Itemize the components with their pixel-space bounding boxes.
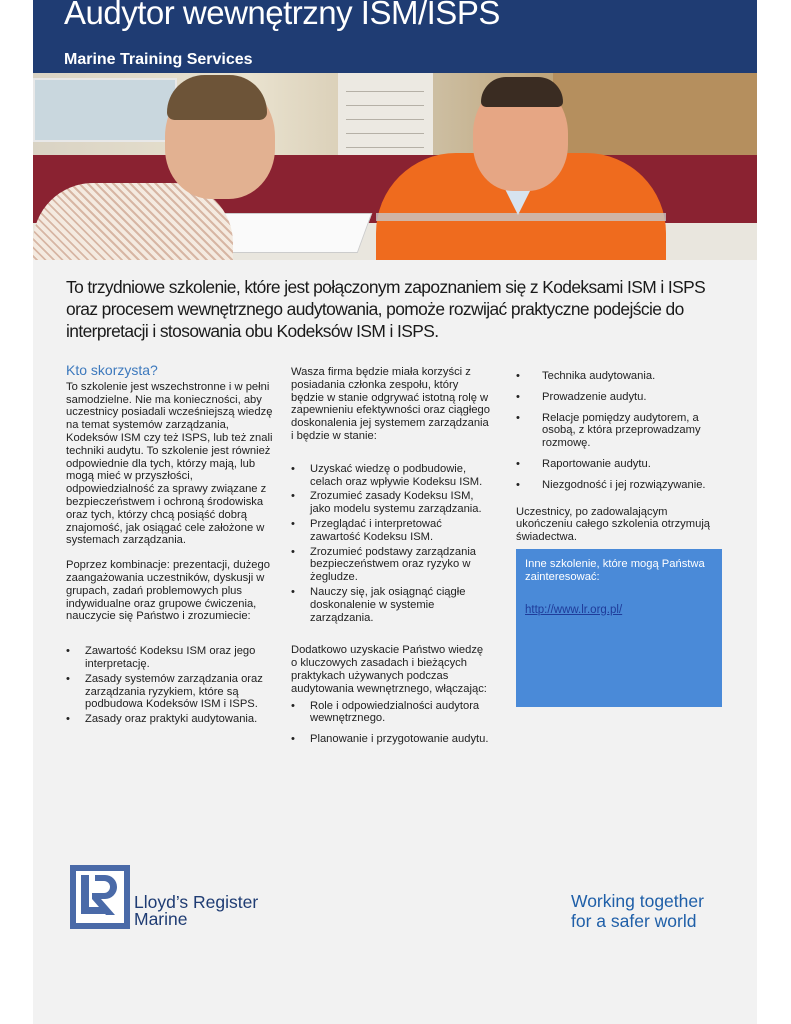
bullet-list [516,370,726,492]
page-title: Audytor wewnętrzny ISM/ISPS [64,0,500,31]
paragraph: Poprzez kombinacje: prezentacji, dużego zaangażowania uczestników, dyskusji w grupach, zadań problemowych plus indywidualne oraz grupowe ćwiczenia, nauczycie się Państwo i zrozumiecie: [66,559,270,623]
column-2 [291,366,491,758]
header-banner [33,0,757,73]
list-item: • Zawartość Kodeksu ISM oraz jego interpretację. [66,645,273,671]
list-item: • Planowanie i przygotowanie audytu. [291,733,491,746]
list-item: • Zrozumieć zasady Kodeksu ISM, jako modelu systemu zarządzania. [291,490,491,516]
list-item: • Raportowanie audytu. [516,458,726,471]
list-item: • Relacje pomiędzy audytorem, a osobą, z która przeprowadzamy rozmowę. [516,412,726,450]
section-heading: Kto skorzysta? [66,362,158,378]
paragraph: To szkolenie jest wszechstronne i w pełni samodzielne. Nie ma konieczności, aby uczestnicy posiadali wcześniejszą wiedzę na temat systemów zarządzania, Kodeksów ISM czy też ISPS, lub też znali techniki audytu. To szkolenie jest również odpowiednie dla tych, którzy mają, lub mogą mieć w przyszłości, odpowiedzialność za sprawy związane z bezpieczeństwem i ochroną środowiska oraz tych, którzy chcą posiąść dobrą znajomość, jak osiągać cele założone w systemach zarządzania. [66,380,273,547]
list-item: • Niezgodność i jej rozwiązywanie. [516,479,726,492]
column-3 [516,370,726,555]
list-item: • Nauczy się, jak osiągnąć ciągłe doskonalenie w systemie zarządzania. [291,586,491,624]
lead-paragraph: To trzydniowe szkolenie, które jest połączonym zapoznaniem się z Kodeksami ISM i ISPS oraz procesem wewnętrznego audytowania, pomoże rozwijać praktyczne podejście do interpretacji i stosowania obu Kodeksów ISM i ISPS. [66,277,706,341]
info-box [516,549,722,707]
list-item: • Role i odpowiedzialności audytora wewnętrznego. [291,700,491,726]
paragraph: Dodatkowo uzyskacie Państwo wiedzę o kluczowych zasadach i bieżących praktykach używanych podczas audytowania wewnętrznego, włączając: [291,644,487,695]
list-item: • Zasady systemów zarządzania oraz zarządzania ryzykiem, które są podbudowa Kodeksów ISM i ISPS. [66,673,273,711]
page-subtitle: Marine Training Services [64,51,253,68]
lloyds-register-logo-icon [70,865,130,929]
column-1 [66,364,273,738]
info-box-text: Inne szkolenie, które mogą Państwa zainteresować: [525,558,705,583]
photo-window [33,78,177,142]
tagline: Working together for a safer world [571,891,704,931]
list-item: • Uzyskać wiedzę o podbudowie, celach oraz wpływie Kodeksu ISM. [291,463,491,489]
bullet-list [66,645,273,726]
bullet-list [291,700,491,746]
website-link[interactable]: http://www.lr.org.pl/ [525,604,623,616]
list-item: • Technika audytowania. [516,370,726,383]
paragraph: Uczestnicy, po zadowalającym ukończeniu całego szkolenia otrzymują świadectwa. [516,505,711,544]
list-item: • Przeglądać i interpretować zawartość Kodeksu ISM. [291,518,491,544]
bullet-list [291,463,491,625]
list-item: • Zasady oraz praktyki audytowania. [66,713,273,726]
list-item: • Zrozumieć podstawy zarządzania bezpieczeństwem oraz ryzyko w żegludze. [291,546,491,584]
paragraph: Wasza firma będzie miała korzyści z posiadania członka zespołu, który będzie w stanie odgrywać istotną rolę w zapewnieniu efektywności oraz ciągłego doskonalenia jej systemem zarządzania i będzie w stanie: [291,366,491,442]
list-item: • Prowadzenie audytu. [516,391,726,404]
logo-wordmark: Lloyd’s Register Marine [134,892,259,929]
header-photo [33,73,757,260]
